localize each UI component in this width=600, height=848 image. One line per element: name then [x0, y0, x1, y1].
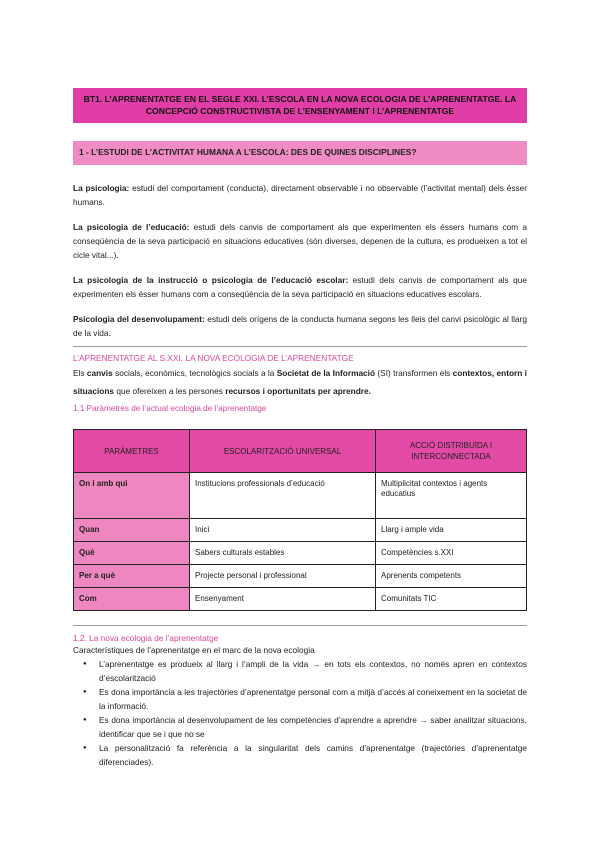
definition-term: Psicologia del desenvolupament: [73, 314, 205, 324]
subsection-1-1-title: 1.1 Paràmetres de l’actual ecologia de l’aprenentatge [73, 404, 267, 413]
table-cell: Ensenyament [190, 588, 376, 611]
intro-text: socials, econòmics, tecnològics socials a la [112, 368, 277, 378]
table-cell: Multiplicitat contextos i agents educatius [376, 473, 527, 519]
section-1-title: 1 - L’ESTUDI DE L’ACTIVITAT HUMANA A L’ESCOLA: DES DE QUINES DISCIPLINES? [73, 141, 527, 165]
table-header-cell: ESCOLARITZACIÓ UNIVERSAL [190, 430, 376, 473]
definition-psicologia-instruccio [73, 273, 527, 301]
row-label: Com [74, 588, 190, 611]
table-cell: Projecte personal i professional [190, 565, 376, 588]
row-label: Quan [74, 519, 190, 542]
divider [73, 346, 527, 347]
row-label: Què [74, 542, 190, 565]
table-row [74, 588, 527, 611]
intro-text: (SI) transformen els [375, 368, 453, 378]
definition-term: La psicologia de la instrucció o psicologia de l’educació escolar: [73, 275, 349, 285]
table-cell: Comunitats TIC [376, 588, 527, 611]
subsection-1-2-title: 1.2. La nova ecologia de l’aprenentatge [73, 633, 219, 643]
divider [73, 625, 527, 626]
intro-text: Els [73, 368, 87, 378]
table-cell: Competències s.XXI [376, 542, 527, 565]
definition-psicologia [73, 181, 527, 209]
characteristics-list [73, 657, 527, 769]
definition-term: La psicologia de l’educació: [73, 222, 190, 232]
table-row [74, 519, 527, 542]
list-intro: Característiques de l’aprenentatge en el marc de la nova ecologia [73, 645, 315, 655]
table-row [74, 542, 527, 565]
section-2-title: L’APRENENTATGE AL S.XXI, LA NOVA ECOLOGIA DE L’APRENENTATGE [73, 353, 354, 363]
intro-bold: recursos i oportunitats per aprendre. [225, 386, 371, 396]
intro-bold: canvis [86, 368, 113, 378]
list-item: ● Es dona importància al desenvolupament de les competències d’aprendre a aprendre → saber analitzar situacions, identificar que se i que no se [99, 713, 527, 741]
table-row [74, 473, 527, 519]
definition-psicologia-educacio [73, 220, 527, 262]
list-item: ● La personalització fa referència a la singularitat dels camins d’aprenentatge (trajectòries d’aprenentatge diferenciades). [99, 741, 527, 769]
parameters-table [73, 429, 527, 611]
definition-text: estudi dels canvis de comportament als que experimenten els éssers humans com a conseqüència de la seva participació en situacions educatives (són diverses, depenen de la cultura, es produeixen a tot el cicle vital...). [73, 222, 527, 260]
definition-psicologia-desenvolupament [73, 312, 527, 340]
table-cell: Sabers culturals estables [190, 542, 376, 565]
table-cell: Inici [190, 519, 376, 542]
row-label: Per a què [74, 565, 190, 588]
definition-text: estudi dels orígens de la conducta humana segons les lleis del canvi psicològic al llarg de la vida. [73, 314, 527, 338]
document-page [73, 88, 527, 769]
intro-paragraph [73, 364, 527, 400]
table-cell: Institucions professionals d’educació [190, 473, 376, 519]
list-item: ● L’aprenentatge es produeix al llarg i l’ampli de la vida → en tots els contextos, no només apren en contextos d’escolarització [99, 657, 527, 685]
row-label: On i amb qui [74, 473, 190, 519]
table-row [74, 565, 527, 588]
definition-text: estudi del comportament (conducta), directament observable i no observable (l’activitat mental) dels ésser humans. [73, 183, 527, 207]
intro-text: que ofereixen a les persones [114, 386, 226, 396]
table-cell: Llarg i ample vida [376, 519, 527, 542]
definition-text: estudi dels canvis de comportament als que experimenten els ésser humans com a conseqüència de la seva participació en situacions educatives escolars. [73, 275, 527, 299]
table-cell: Aprenents competents [376, 565, 527, 588]
list-item: ● Es dona importància a les trajectòries d’aprenentatge personal com a mitjà d’accés al coneixement en la societat de la informació. [99, 685, 527, 713]
table-header-row [74, 430, 527, 473]
definition-term: La psicologia: [73, 183, 130, 193]
intro-bold: contextos, entorn i situacions [73, 368, 527, 396]
document-title-banner: BT1. L’APRENENTATGE EN EL SEGLE XXI. L’ESCOLA EN LA NOVA ECOLOGIA DE L’APRENENTATGE. LA CONCEPCIÓ CONSTRUCTIVISTA DE L’ENSENYAMENT I L’APRENENTATGE [73, 88, 527, 123]
intro-bold: Societat de la Informació [276, 368, 376, 378]
table-header-cell: ACCIÓ DISTRIBUÏDA I INTERCONNECTADA [376, 430, 527, 473]
table-header-cell: PARÀMETRES [74, 430, 190, 473]
